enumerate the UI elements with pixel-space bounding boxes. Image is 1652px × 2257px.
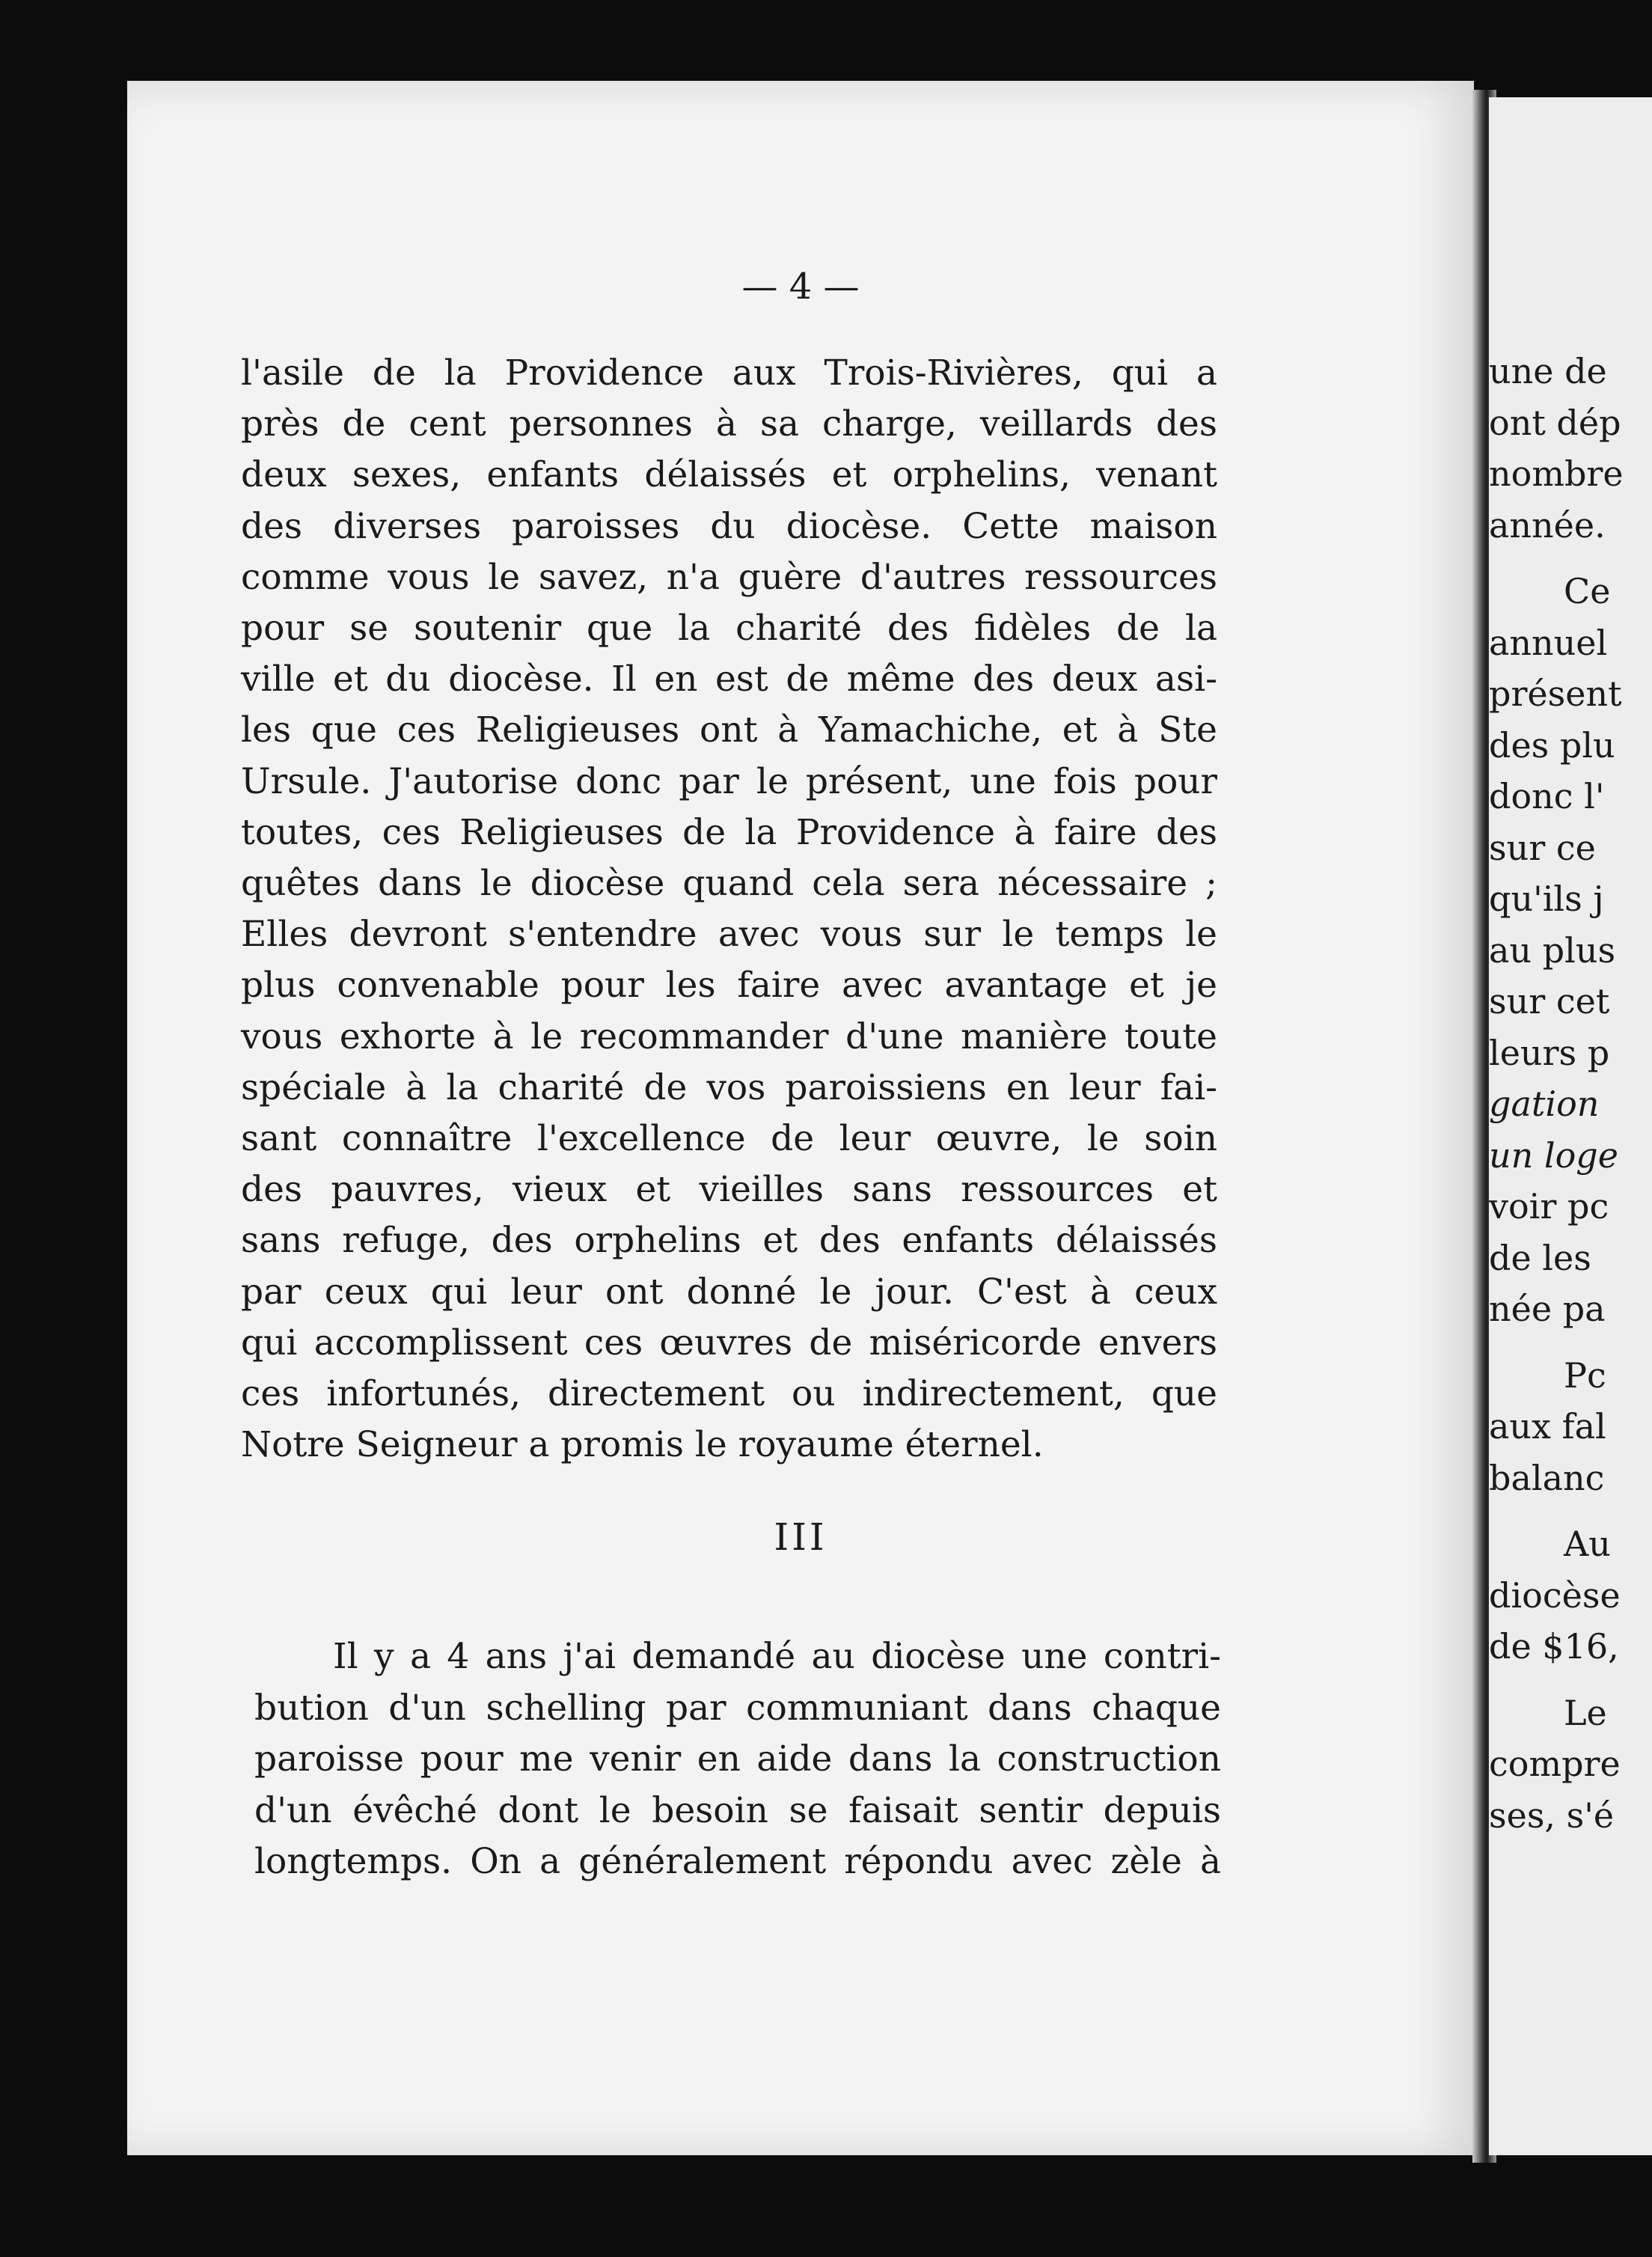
- right-line: ses, s'é: [1489, 1795, 1615, 1836]
- paragraph-providence: [241, 348, 1217, 1470]
- paragraph-gap: [1489, 1503, 1652, 1518]
- text-line: bution d'un schelling par communiant dans chaque: [254, 1687, 1221, 1729]
- paragraph-gap: [1489, 551, 1652, 566]
- text-line: qui accomplissent ces œuvres de miséricorde envers: [241, 1322, 1217, 1363]
- right-line: sur ce: [1489, 827, 1596, 868]
- right-line: Au: [1564, 1524, 1611, 1564]
- text-line: les que ces Religieuses ont à Yamachiche, et à Ste: [241, 709, 1217, 751]
- right-line: née pa: [1489, 1289, 1606, 1329]
- text-line: spéciale à la charité de vos paroissiens en leur fai-: [241, 1066, 1217, 1108]
- text-line: près de cent personnes à sa charge, veillards des: [241, 403, 1217, 445]
- right-line: nombre: [1489, 453, 1624, 494]
- right-line: au plus: [1489, 929, 1616, 971]
- text-line: sans refuge, des orphelins et des enfants délaissés: [241, 1220, 1217, 1262]
- text-line: paroisse pour me venir en aide dans la construction: [254, 1738, 1221, 1780]
- paragraph-eveche: [254, 1631, 1221, 1888]
- right-line: voir pc: [1489, 1186, 1609, 1227]
- right-line: un loge: [1489, 1134, 1618, 1176]
- right-line: diocèse: [1489, 1575, 1621, 1616]
- text-line: ville et du diocèse. Il en est de même des deux asi-: [241, 659, 1217, 700]
- text-line: longtemps. On a généralement répondu avec zèle à: [254, 1841, 1221, 1882]
- paragraph-gap: [1489, 1673, 1652, 1688]
- right-line: de $16,: [1489, 1626, 1619, 1667]
- text-line: par ceux qui leur ont donné le jour. C'est à ceux: [241, 1271, 1217, 1313]
- text-line: quêtes dans le diocèse quand cela sera nécessaire ;: [241, 863, 1217, 905]
- text-line: toutes, ces Religieuses de la Providence à faire des: [241, 811, 1217, 853]
- text-line: Ursule. J'autorise donc par le présent, une fois pour: [241, 760, 1217, 802]
- right-line: gation: [1489, 1084, 1600, 1124]
- text-line: Elles devront s'entendre avec vous sur le temps le: [241, 914, 1217, 956]
- right-line: donc l': [1489, 776, 1605, 816]
- text-line: des diverses paroisses du diocèse. Cette maison: [241, 505, 1217, 547]
- right-line: Ce: [1564, 571, 1611, 611]
- paragraph-gap: [1489, 1335, 1652, 1350]
- text-line: d'un évêché dont le besoin se faisait sentir depuis: [254, 1789, 1221, 1831]
- right-page: [1489, 97, 1652, 2155]
- text-line: pour se soutenir que la charité des fidèles de la: [241, 608, 1217, 650]
- text-line: ces infortunés, directement ou indirectement, que: [241, 1373, 1217, 1415]
- text-line: Notre Seigneur a promis le royaume éternel.: [241, 1424, 1044, 1466]
- page-number: — 4 —: [741, 266, 860, 308]
- right-line: sur cet: [1489, 981, 1610, 1021]
- section-heading: III: [774, 1515, 827, 1559]
- right-line: balanc: [1489, 1457, 1605, 1498]
- text-line: Il y a 4 ans j'ai demandé au diocèse une contri-: [333, 1636, 1221, 1677]
- right-page-text: [1489, 346, 1652, 1841]
- text-line: deux sexes, enfants délaissés et orphelins, venant: [241, 454, 1217, 496]
- text-line: sant connaître l'excellence de leur œuvre, le soin: [241, 1118, 1217, 1160]
- text-line: l'asile de la Providence aux Trois-Rivières, qui a: [241, 352, 1217, 394]
- right-line: leurs p: [1489, 1032, 1610, 1073]
- text-line: comme vous le savez, n'a guère d'autres ressources: [241, 556, 1217, 598]
- right-line: présent: [1489, 674, 1622, 714]
- right-line: des plu: [1489, 724, 1615, 766]
- right-line: ont dép: [1489, 402, 1621, 443]
- right-line: compre: [1489, 1744, 1621, 1784]
- text-line: plus convenable pour les faire avec avantage et je: [241, 965, 1217, 1007]
- right-line: annuel: [1489, 622, 1608, 663]
- right-line: une de: [1489, 351, 1607, 391]
- right-line: aux fal: [1489, 1406, 1606, 1447]
- text-line: des pauvres, vieux et vieilles sans ressources et: [241, 1169, 1217, 1211]
- right-line: de les: [1489, 1237, 1591, 1278]
- text-line: vous exhorte à le recommander d'une manière toute: [241, 1016, 1217, 1057]
- right-line: année.: [1489, 504, 1606, 546]
- right-line: qu'ils j: [1489, 879, 1604, 919]
- right-line: Le: [1564, 1692, 1607, 1733]
- right-line: Pc: [1564, 1354, 1606, 1396]
